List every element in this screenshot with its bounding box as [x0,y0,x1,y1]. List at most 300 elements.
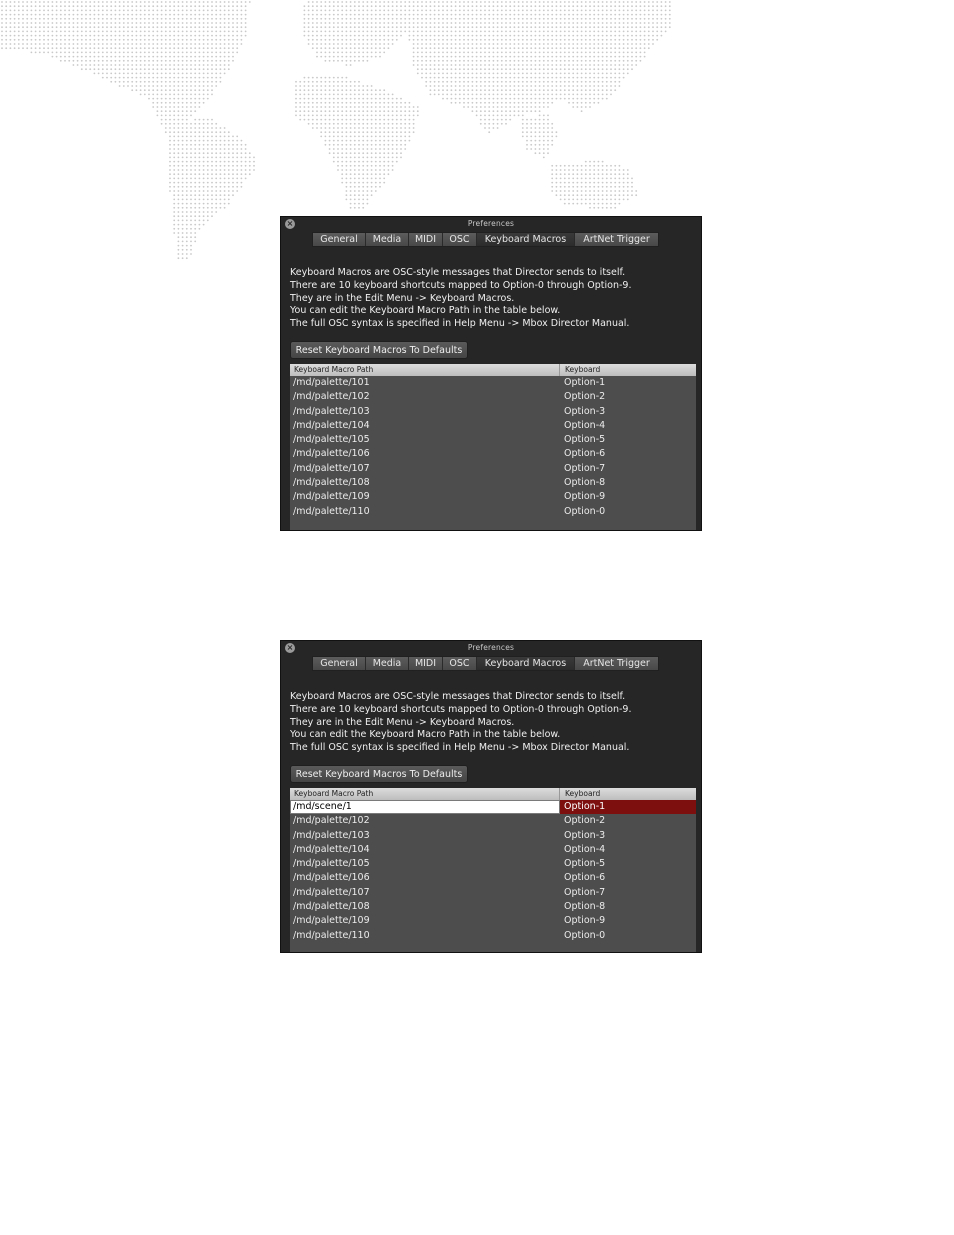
column-header-keyboard[interactable]: Keyboard [565,789,601,798]
map-dot [396,106,398,108]
map-dot [472,106,474,108]
map-dot [199,102,201,104]
map-dot [341,85,343,87]
map-dot [350,85,352,87]
map-dot [329,14,331,16]
map-dot [501,26,503,28]
macro-path-cell[interactable]: /md/palette/110 [293,929,370,941]
map-dot [497,85,499,87]
map-dot [446,10,448,12]
map-dot [220,77,222,79]
map-dot [245,169,247,171]
map-dot [316,39,318,41]
map-dot [178,119,180,121]
map-dot [568,35,570,37]
macro-path-cell[interactable]: /md/palette/105 [293,434,370,446]
map-dot [367,144,369,146]
table-row[interactable] [290,857,696,871]
map-dot [551,39,553,41]
map-dot [379,39,381,41]
map-dot [648,5,650,7]
map-dot [425,73,427,75]
map-dot [333,56,335,58]
map-dot [572,85,574,87]
macro-path-cell[interactable]: /md/palette/107 [293,886,370,898]
map-dot [396,144,398,146]
table-row[interactable] [290,505,696,519]
map-dot [186,211,188,213]
map-dot [598,85,600,87]
map-dot [480,26,482,28]
macro-path-cell[interactable]: /md/palette/103 [293,829,370,841]
map-dot [400,98,402,100]
map-dot [497,127,499,129]
map-dot [556,5,558,7]
map-dot [652,39,654,41]
map-dot [358,85,360,87]
macro-path-cell[interactable]: /md/palette/102 [293,391,370,403]
map-dot [325,1,327,3]
map-dot [484,39,486,41]
map-dot [316,35,318,37]
table-row[interactable] [290,914,696,928]
map-dot [1,31,3,33]
map-dot [556,10,558,12]
map-dot [358,115,360,117]
map-dot [94,18,96,20]
map-dot [589,52,591,54]
map-dot [207,136,209,138]
map-dot [131,60,133,62]
map-dot [220,43,222,45]
map-dot [610,173,612,175]
map-dot [383,140,385,142]
map-dot [190,64,192,66]
tab-general[interactable]: General [313,233,366,246]
map-dot [472,60,474,62]
map-dot [346,199,348,201]
map-dot [337,14,339,16]
map-dot [413,56,415,58]
macro-path-cell[interactable]: /md/palette/108 [293,901,370,913]
table-row[interactable] [290,900,696,914]
map-dot [362,115,364,117]
map-dot [442,81,444,83]
macro-path-cell[interactable]: /md/palette/108 [293,477,370,489]
map-dot [480,73,482,75]
macro-path-cell[interactable]: /md/palette/107 [293,462,370,474]
map-dot [589,1,591,3]
map-dot [161,26,163,28]
map-dot [438,47,440,49]
map-dot [224,68,226,70]
map-dot [18,22,20,24]
map-dot [539,102,541,104]
map-dot [228,1,230,3]
map-dot [140,81,142,83]
map-dot [480,1,482,3]
map-dot [593,47,595,49]
map-dot [232,60,234,62]
map-dot [400,5,402,7]
map-dot [299,89,301,91]
map-dot [56,14,58,16]
map-dot [110,73,112,75]
map-dot [346,178,348,180]
map-dot [190,94,192,96]
map-dot [362,31,364,33]
map-dot [136,26,138,28]
map-dot [152,102,154,104]
tab-midi[interactable]: MIDI [409,233,443,246]
map-dot [367,127,369,129]
map-dot [194,199,196,201]
map-dot [455,94,457,96]
map-dot [39,5,41,7]
map-dot [337,56,339,58]
map-dot [131,43,133,45]
map-dot [203,178,205,180]
tab-artnet-trigger[interactable]: ArtNet Trigger [575,657,658,670]
map-dot [106,47,108,49]
reset-keyboard-macros-button[interactable]: Reset Keyboard Macros To Defaults [290,765,468,783]
map-dot [484,5,486,7]
map-dot [346,77,348,79]
table-row[interactable] [290,814,696,828]
table-row[interactable] [290,447,696,461]
map-dot [644,5,646,7]
map-dot [581,194,583,196]
map-dot [190,10,192,12]
map-dot [564,73,566,75]
map-dot [606,43,608,45]
map-dot [64,5,66,7]
table-row[interactable] [290,376,696,390]
map-dot [467,22,469,24]
map-dot [152,22,154,24]
map-dot [220,22,222,24]
map-dot [52,39,54,41]
map-dot [215,1,217,3]
map-dot [220,73,222,75]
map-dot [358,194,360,196]
map-dot [522,77,524,79]
map-dot [169,89,171,91]
map-dot [467,31,469,33]
map-dot [379,131,381,133]
map-dot [140,26,142,28]
map-dot [367,47,369,49]
macro-path-edit-field[interactable]: /md/scene/1 [290,800,560,814]
map-dot [232,190,234,192]
map-dot [346,161,348,163]
map-dot [102,64,104,66]
map-dot [207,123,209,125]
table-row[interactable] [290,886,696,900]
macro-path-cell[interactable]: /md/palette/104 [293,843,370,855]
macro-path-cell[interactable]: /md/palette/101 [293,377,370,388]
map-dot [367,186,369,188]
map-dot [518,39,520,41]
map-dot [484,56,486,58]
map-dot [598,39,600,41]
map-dot [207,68,209,70]
map-dot [358,89,360,91]
map-dot [207,31,209,33]
map-dot [623,194,625,196]
reset-keyboard-macros-button[interactable]: Reset Keyboard Macros To Defaults [290,341,468,359]
map-dot [455,64,457,66]
map-dot [220,35,222,37]
map-dot [514,110,516,112]
map-dot [396,115,398,117]
map-dot [228,199,230,201]
map-dot [5,10,7,12]
map-dot [518,115,520,117]
map-dot [581,165,583,167]
macro-path-cell[interactable]: /md/palette/102 [293,815,370,827]
map-dot [94,39,96,41]
map-dot [472,85,474,87]
map-dot [325,123,327,125]
tab-keyboard-macros[interactable]: Keyboard Macros [477,657,575,670]
table-row[interactable] [290,490,696,504]
map-dot [14,1,16,3]
map-dot [455,47,457,49]
map-dot [480,81,482,83]
map-dot [383,131,385,133]
column-header-path[interactable]: Keyboard Macro Path [290,788,560,800]
map-dot [619,31,621,33]
table-row[interactable] [290,843,696,857]
map-dot [627,64,629,66]
table-row[interactable] [290,433,696,447]
map-dot [203,203,205,205]
map-dot [451,81,453,83]
map-dot [413,14,415,16]
macro-path-cell[interactable]: /md/palette/103 [293,405,370,417]
map-dot [115,47,117,49]
map-dot [207,5,209,7]
map-dot [442,73,444,75]
map-dot [215,68,217,70]
map-dot [341,89,343,91]
map-dot [400,115,402,117]
map-dot [316,47,318,49]
map-dot [337,102,339,104]
map-dot [661,5,663,7]
tab-media[interactable]: Media [366,233,409,246]
map-dot [350,173,352,175]
map-dot [598,98,600,100]
map-dot [220,148,222,150]
map-dot [73,64,75,66]
table-row[interactable] [290,829,696,843]
map-dot [614,178,616,180]
map-dot [371,169,373,171]
map-dot [337,47,339,49]
map-dot [215,81,217,83]
map-dot [207,169,209,171]
map-dot [173,127,175,129]
map-dot [178,207,180,209]
map-dot [354,110,356,112]
map-dot [186,10,188,12]
map-dot [304,22,306,24]
map-dot [530,144,532,146]
map-dot [367,102,369,104]
map-dot [551,102,553,104]
tab-midi[interactable]: MIDI [409,657,443,670]
map-dot [341,56,343,58]
map-dot [631,186,633,188]
map-dot [325,102,327,104]
map-dot [375,136,377,138]
map-dot [539,64,541,66]
macro-path-cell[interactable]: /md/palette/110 [293,505,370,517]
map-dot [203,224,205,226]
map-dot [232,178,234,180]
map-dot [480,10,482,12]
table-row-selected[interactable] [290,800,696,814]
macro-path-cell[interactable]: /md/palette/106 [293,448,370,460]
map-dot [547,14,549,16]
map-dot [346,35,348,37]
tab-keyboard-macros[interactable]: Keyboard Macros [477,233,575,246]
close-icon[interactable]: × [286,643,294,652]
column-header-path[interactable]: Keyboard Macro Path [290,364,560,376]
map-dot [346,127,348,129]
tab-osc[interactable]: OSC [443,233,477,246]
map-dot [451,98,453,100]
description-line: You can edit the Keyboard Macro Path in the table below. [290,729,561,741]
map-dot [354,199,356,201]
map-dot [493,52,495,54]
tab-osc[interactable]: OSC [443,657,477,670]
map-dot [43,43,45,45]
table-row[interactable] [290,871,696,885]
map-dot [392,43,394,45]
map-dot [627,194,629,196]
macro-path-cell[interactable]: /md/palette/106 [293,872,370,884]
map-dot [623,60,625,62]
table-row[interactable] [290,419,696,433]
map-dot [593,64,595,66]
map-dot [85,1,87,3]
macro-path-cell[interactable]: /md/palette/105 [293,858,370,870]
map-dot [375,56,377,58]
map-dot [249,165,251,167]
map-dot [148,35,150,37]
map-dot [182,10,184,12]
map-dot [89,43,91,45]
macro-path-cell[interactable]: /md/palette/104 [293,419,370,431]
map-dot [245,165,247,167]
map-dot [211,157,213,159]
map-dot [602,14,604,16]
macro-path-cell[interactable]: /md/palette/109 [293,915,370,927]
map-dot [669,26,671,28]
map-dot [425,39,427,41]
map-dot [199,68,201,70]
map-dot [543,144,545,146]
map-dot [325,89,327,91]
tab-media[interactable]: Media [366,657,409,670]
map-dot [551,190,553,192]
map-dot [346,123,348,125]
map-dot [194,215,196,217]
map-dot [157,43,159,45]
map-dot [631,31,633,33]
map-dot [404,140,406,142]
map-dot [102,31,104,33]
map-dot [215,5,217,7]
map-dot [199,182,201,184]
table-row[interactable] [290,390,696,404]
table-row[interactable] [290,462,696,476]
map-dot [560,194,562,196]
map-dot [236,52,238,54]
map-dot [31,43,33,45]
map-dot [589,199,591,201]
map-dot [224,186,226,188]
map-dot [26,14,28,16]
map-dot [178,245,180,247]
map-dot [560,98,562,100]
map-dot [577,203,579,205]
map-dot [14,26,16,28]
map-dot [560,35,562,37]
close-icon[interactable]: × [286,219,294,228]
map-dot [518,77,520,79]
map-dot [560,94,562,96]
map-dot [186,56,188,58]
map-dot [182,245,184,247]
map-dot [556,68,558,70]
map-dot [606,199,608,201]
map-dot [203,64,205,66]
map-dot [194,39,196,41]
map-dot [610,194,612,196]
macro-path-cell[interactable]: /md/palette/109 [293,491,370,503]
tab-general[interactable]: General [313,657,366,670]
map-dot [60,10,62,12]
map-dot [425,10,427,12]
map-dot [623,35,625,37]
map-dot [1,22,3,24]
table-row[interactable] [290,405,696,419]
column-header-keyboard[interactable]: Keyboard [565,365,601,374]
table-row[interactable] [290,929,696,943]
tab-artnet-trigger[interactable]: ArtNet Trigger [575,233,658,246]
map-dot [518,106,520,108]
map-dot [157,110,159,112]
map-dot [203,211,205,213]
map-dot [430,31,432,33]
map-dot [371,194,373,196]
map-dot [589,102,591,104]
map-dot [446,31,448,33]
map-dot [493,64,495,66]
map-dot [182,106,184,108]
map-dot [476,60,478,62]
map-dot [173,224,175,226]
map-dot [362,1,364,3]
table-row[interactable] [290,476,696,490]
map-dot [337,22,339,24]
map-dot [106,64,108,66]
map-dot [551,186,553,188]
